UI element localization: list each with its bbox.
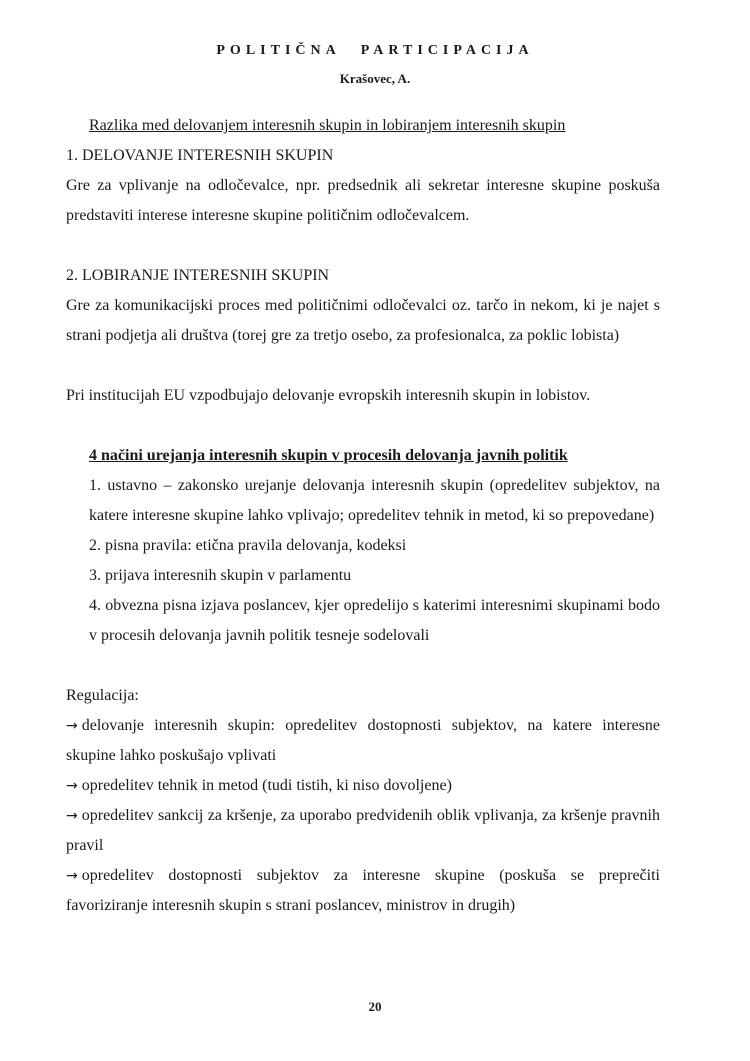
regulation-heading: Regulacija: (66, 687, 139, 704)
document-title (0, 43, 750, 59)
method-item-3: 3. prijava interesnih skupin v parlamentu (89, 567, 352, 584)
method-item-2: 2. pisna pravila: etična pravila delovanja, kodeksi (89, 537, 407, 554)
arrow-right-icon: → (66, 868, 78, 884)
title-word-1: POLITIČNA (216, 43, 341, 58)
method-item-1: 1. ustavno – zakonsko urejanje delovanja interesnih skupin (opredelitev subjektov, na katere interesne skupine lahko vplivajo; opredelitev tehnik in metod, ki so prepovedane) (89, 477, 660, 524)
document-body (66, 111, 660, 921)
spacer (66, 351, 660, 381)
eu-note: Pri institucijah EU vzpodbujajo delovanje evropskih interesnih skupin in lobistov. (66, 387, 591, 404)
regulation-item-text: opredelitev dostopnosti subjektov za interesne skupine (poskuša se preprečiti favoriziranje interesnih skupin s strani poslancev, ministrov in drugih) (66, 867, 660, 914)
section-1-heading: 1. DELOVANJE INTERESNIH SKUPIN (66, 147, 334, 164)
regulation-item-text: opredelitev tehnik in metod (tudi tistih, ki niso dovoljene) (81, 777, 452, 794)
section-2-heading: 2. LOBIRANJE INTERESNIH SKUPIN (66, 267, 330, 284)
arrow-right-icon: → (66, 718, 78, 734)
spacer (66, 411, 660, 441)
regulation-item-text: opredelitev sankcij za kršenje, za uporabo predvidenih oblik vplivanja, za kršenje pravnih pravil (66, 807, 660, 854)
regulation-item-4 (66, 861, 660, 921)
regulation-item-3 (66, 801, 660, 861)
spacer (66, 231, 660, 261)
method-item-4: 4. obvezna pisna izjava poslancev, kjer opredelijo s katerimi interesnimi skupinami bodo v procesih delovanja javnih politik tesneje sodelovali (89, 597, 660, 644)
spacer (66, 651, 660, 681)
section-2-text: Gre za komunikacijski proces med političnimi odločevalci oz. tarčo in nekom, ki je najet s strani podjetja ali društva (torej gre za tretjo osebo, za profesionalca, za poklic lobista) (66, 297, 660, 344)
title-word-2: PARTICIPACIJA (360, 43, 534, 58)
page-number: 20 (368, 999, 382, 1014)
section-1-text: Gre za vplivanje na odločevalce, npr. predsednik ali sekretar interesne skupine poskuša predstaviti interese interesne skupine političnim odločevalcem. (66, 177, 660, 224)
regulation-item-1 (66, 711, 660, 771)
regulation-item-text: delovanje interesnih skupin: opredelitev dostopnosti subjektov, na katere interesne skupine lahko poskušajo vplivati (66, 717, 660, 764)
document-author: Krašovec, A. (339, 71, 411, 86)
regulation-item-2 (66, 771, 660, 801)
methods-section (66, 441, 660, 651)
intro-heading: Razlika med delovanjem interesnih skupin in lobiranjem interesnih skupin (89, 117, 566, 134)
arrow-right-icon: → (66, 808, 78, 824)
methods-heading: 4 načini urejanja interesnih skupin v procesih delovanja javnih politik (89, 447, 568, 464)
arrow-right-icon: → (66, 778, 78, 794)
